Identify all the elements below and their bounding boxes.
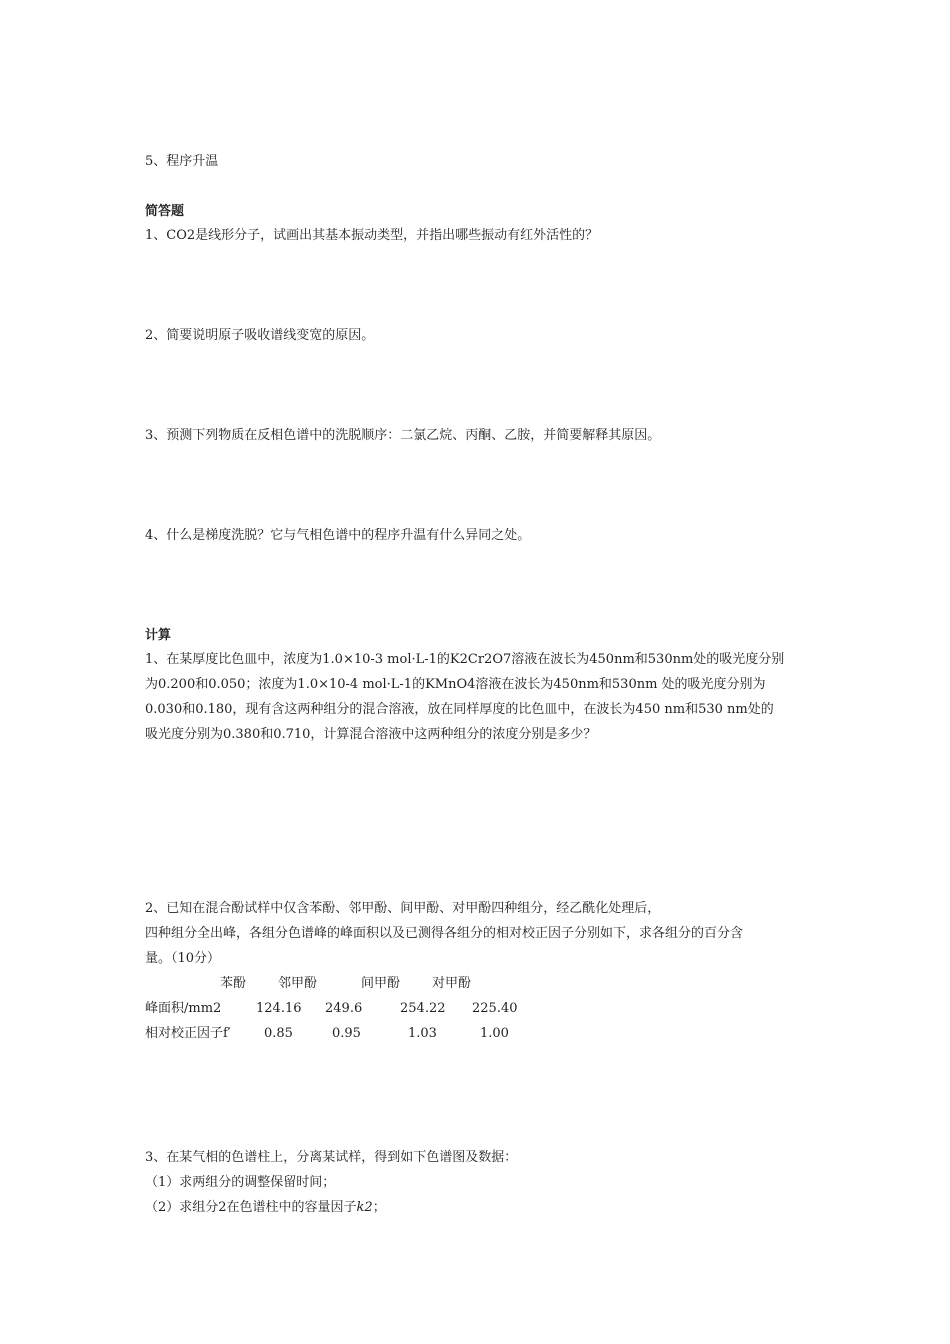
calc-q1-line2: 为0.200和0.050；浓度为1.0×10-4 mol·L-1的KMnO4溶液在波长为450nm和530nm 处的吸光度分别为 bbox=[145, 677, 766, 692]
table-cell-peak-area-phenol: 124.16 bbox=[256, 1001, 302, 1016]
calc-heading: 计算 bbox=[145, 628, 172, 643]
table-cell-correction-o-cresol: 0.95 bbox=[332, 1026, 361, 1041]
short-answer-q4: 4、什么是梯度洗脱？它与气相色谱中的程序升温有什么异同之处。 bbox=[145, 528, 531, 543]
short-answer-heading: 简答题 bbox=[145, 204, 185, 219]
table-header-m-cresol: 间甲酚 bbox=[361, 976, 401, 991]
calc-q1-line4: 吸光度分别为0.380和0.710，计算混合溶液中这两种组分的浓度分别是多少？ bbox=[145, 727, 597, 742]
calc-q3-line1: 3、在某气相的色谱柱上，分离某试样，得到如下色谱图及数据： bbox=[145, 1150, 518, 1165]
table-header-o-cresol: 邻甲酚 bbox=[278, 976, 318, 991]
table-header-p-cresol: 对甲酚 bbox=[432, 976, 472, 991]
table-row-correction-label: 相对校正因子f′ bbox=[145, 1026, 231, 1041]
table-row-peak-area-label: 峰面积/mm2 bbox=[145, 1001, 222, 1016]
calc-q3-line3-end: ； bbox=[372, 1200, 386, 1215]
table-cell-peak-area-m-cresol: 254.22 bbox=[400, 1001, 446, 1016]
capacity-factor-variable: k2 bbox=[356, 1200, 373, 1215]
table-cell-correction-phenol: 0.85 bbox=[264, 1026, 293, 1041]
calc-q1-line1: 1、在某厚度比色皿中，浓度为1.0×10-3 mol·L-1的K2Cr2O7溶液在波长为450nm和530nm处的吸光度分别 bbox=[145, 652, 785, 667]
short-answer-q1: 1、CO2是线形分子，试画出其基本振动类型，并指出哪些振动有红外活性的？ bbox=[145, 228, 599, 243]
calc-q3-line2: （1）求两组分的调整保留时间； bbox=[145, 1175, 336, 1190]
table-cell-peak-area-p-cresol: 225.40 bbox=[472, 1001, 518, 1016]
table-cell-correction-p-cresol: 1.00 bbox=[480, 1026, 509, 1041]
item-5-program-heating: 5、程序升温 bbox=[145, 154, 219, 169]
short-answer-q3: 3、预测下列物质在反相色谱中的洗脱顺序：二氯乙烷、丙酮、乙胺，并简要解释其原因。 bbox=[145, 428, 661, 443]
table-cell-peak-area-o-cresol: 249.6 bbox=[325, 1001, 363, 1016]
table-cell-correction-m-cresol: 1.03 bbox=[408, 1026, 437, 1041]
calc-q2-line1: 2、已知在混合酚试样中仅含苯酚、邻甲酚、间甲酚、对甲酚四种组分，经乙酰化处理后， bbox=[145, 901, 661, 916]
calc-q2-line3: 量。（10分） bbox=[145, 951, 221, 966]
calc-q3-line3 bbox=[145, 1199, 386, 1217]
calc-q2-line2: 四种组分全出峰，各组分色谱峰的峰面积以及已测得各组分的相对校正因子分别如下，求各组分的百分含 bbox=[145, 926, 744, 941]
short-answer-q2: 2、简要说明原子吸收谱线变宽的原因。 bbox=[145, 328, 375, 343]
table-header-phenol: 苯酚 bbox=[220, 976, 247, 991]
calc-q3-line3-text: （2）求组分2在色谱柱中的容量因子 bbox=[145, 1200, 357, 1215]
calc-q1-line3: 0.030和0.180，现有含这两种组分的混合溶液，放在同样厚度的比色皿中，在波长为450 nm和530 nm处的 bbox=[145, 702, 774, 717]
